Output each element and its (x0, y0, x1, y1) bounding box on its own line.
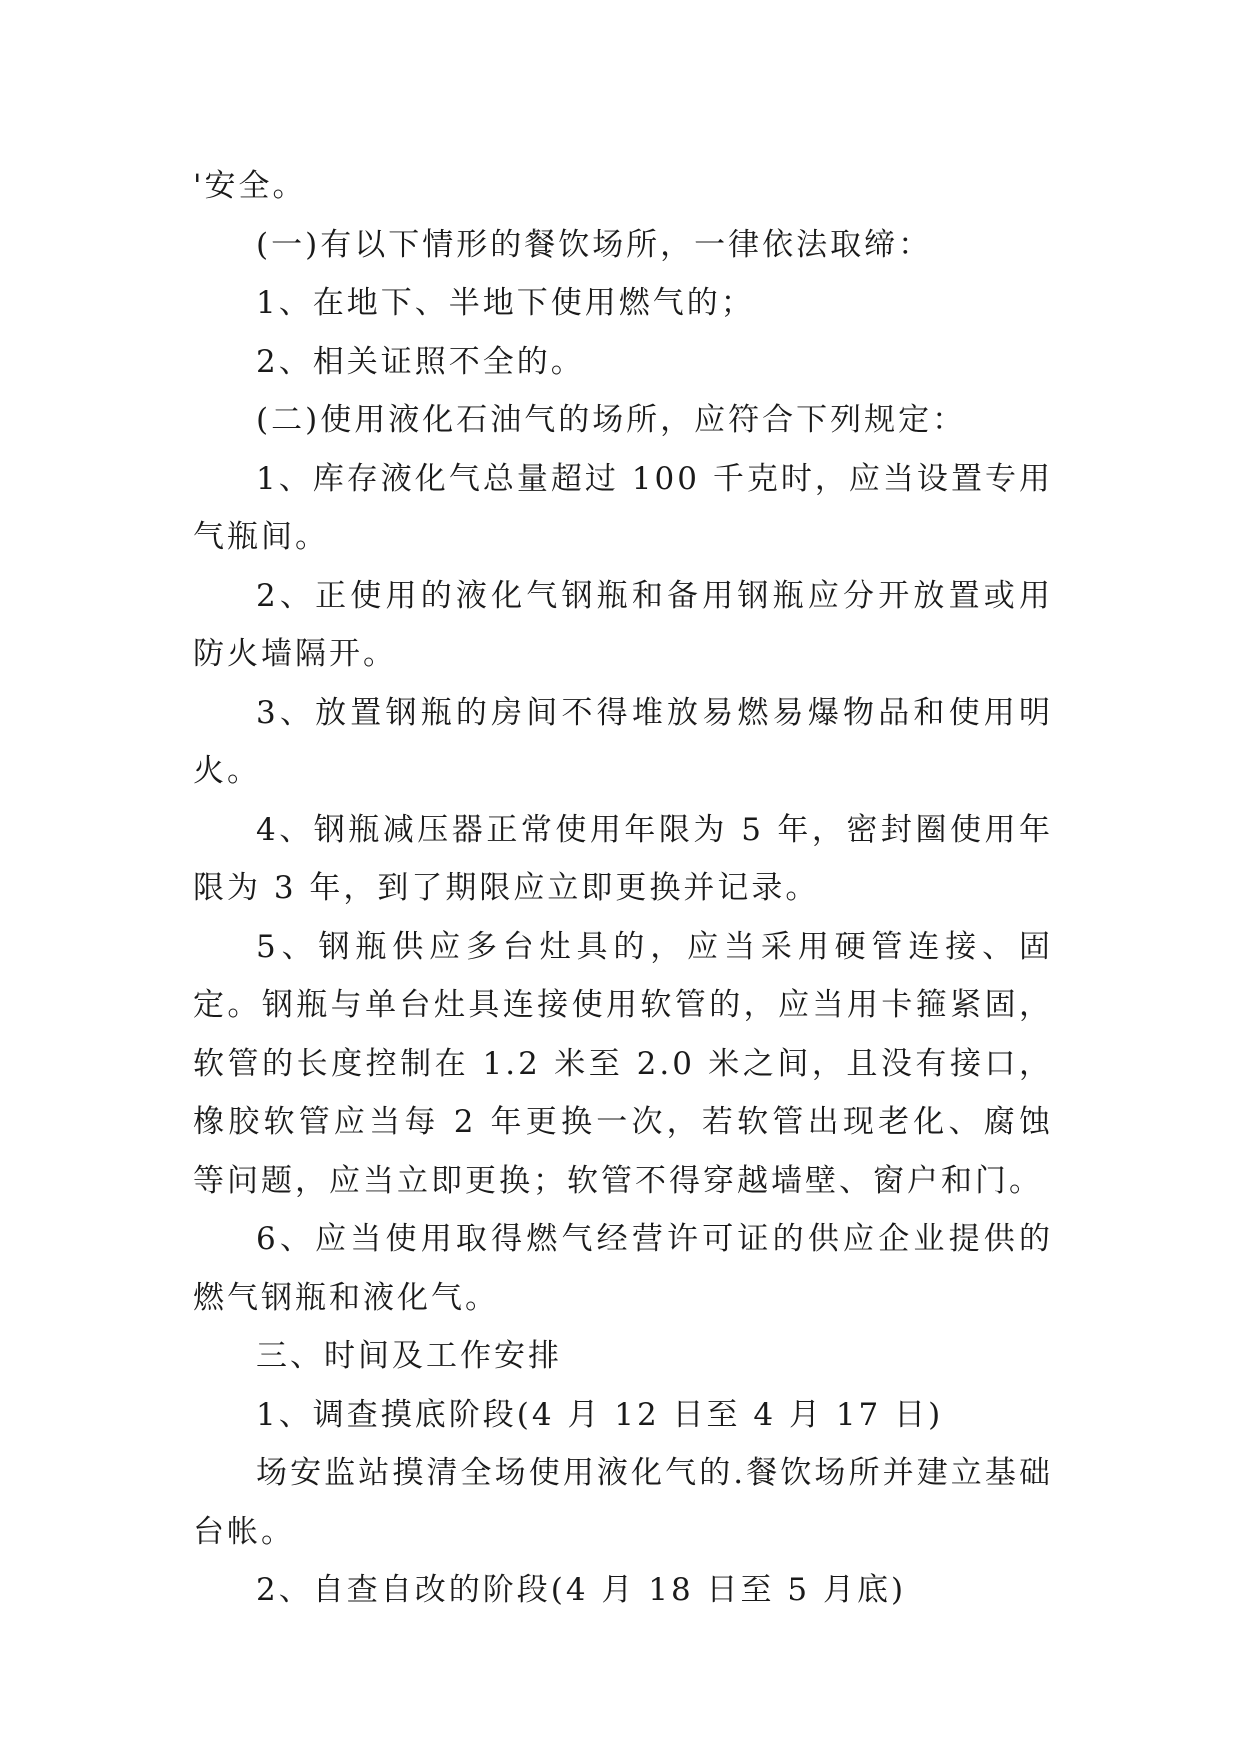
paragraph-item: 2、正使用的液化气钢瓶和备用钢瓶应分开放置或用防火墙隔开。 (193, 577, 1053, 672)
paragraph-item: 2、自查自改的阶段(4 月 18 日至 5 月底) (256, 1572, 907, 1608)
paragraph-item: 3、放置钢瓶的房间不得堆放易燃易爆物品和使用明火。 (193, 694, 1053, 789)
document-body (193, 157, 1053, 1620)
paragraph-item: 1、库存液化气总量超过 100 千克时，应当设置专用气瓶间。 (193, 460, 1053, 555)
paragraph-item: 6、应当使用取得燃气经营许可证的供应企业提供的燃气钢瓶和液化气。 (193, 1221, 1053, 1316)
paragraph-continuation: '安全。 (193, 168, 307, 204)
paragraph-item: 4、钢瓶减压器正常使用年限为 5 年，密封圈使用年限为 3 年，到了期限应立即更换并记录。 (193, 811, 1053, 906)
paragraph-section-three-heading: 三、时间及工作安排 (256, 1338, 562, 1374)
paragraph-section-one-heading: (一)有以下情形的餐饮场所，一律依法取缔： (256, 226, 933, 263)
paragraph-item: 2、相关证照不全的。 (256, 343, 585, 380)
paragraph-item: 5、钢瓶供应多台灶具的，应当采用硬管连接、固定。钢瓶与单台灶具连接使用软管的，应当用卡箍紧固，软管的长度控制在 1.2 米至 2.0 米之间，且没有接口，橡胶软管应当每 2 年更换一次，若软管出现老化、腐蚀等问题，应当立即更换；软管不得穿越墙壁、窗户和门。 (193, 928, 1053, 1199)
paragraph-item: 1、在地下、半地下使用燃气的； (256, 285, 755, 321)
paragraph-item: 1、调查摸底阶段(4 月 12 日至 4 月 17 日) (256, 1396, 944, 1433)
paragraph-section-two-heading: (二)使用液化石油气的场所，应符合下列规定： (256, 402, 967, 438)
paragraph-body: 场安监站摸清全场使用液化气的.餐饮场所并建立基础台帐。 (193, 1455, 1053, 1550)
